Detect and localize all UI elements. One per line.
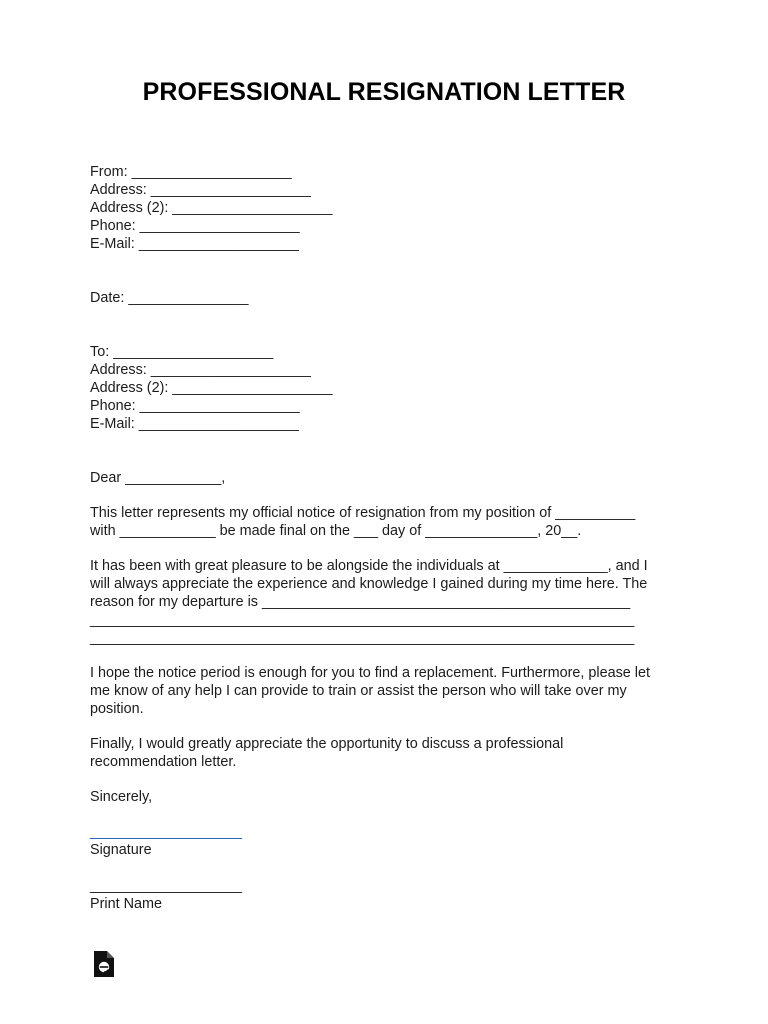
from-email-line: E-Mail: ____________________ <box>90 236 299 252</box>
from-phone-line: Phone: ____________________ <box>90 218 300 234</box>
from-block <box>90 163 690 253</box>
from-address-line: Address: ____________________ <box>90 182 311 198</box>
greeting-line: Dear ____________, <box>90 470 226 486</box>
paragraph-line: It has been with great pleasure to be alongside the individuals at _____________, and I <box>90 558 648 574</box>
paragraph-line: recommendation letter. <box>90 754 237 770</box>
to-address2-line: Address (2): ____________________ <box>90 380 333 396</box>
from-line: From: ____________________ <box>90 164 292 180</box>
print-name-field[interactable]: ___________________ <box>90 878 243 894</box>
signature-field[interactable]: ___________________ <box>90 824 243 840</box>
eforms-logo-icon <box>93 950 115 978</box>
from-address2-line: Address (2): ____________________ <box>90 200 333 216</box>
blank-line: ____________________________________________________________________ <box>90 612 635 628</box>
paragraph-line: Finally, I would greatly appreciate the opportunity to discuss a professional <box>90 736 564 752</box>
print-name-label: Print Name <box>90 896 162 912</box>
paragraph-line: This letter represents my official notice of resignation from my position of __________ <box>90 505 636 521</box>
paragraph-notice-period <box>90 664 690 718</box>
paragraph-line: reason for my departure is ______________________________________________ <box>90 594 631 610</box>
paragraph-recommendation <box>90 735 690 771</box>
letter-body <box>90 163 690 913</box>
document-title: PROFESSIONAL RESIGNATION LETTER <box>142 78 626 106</box>
closing-line: Sincerely, <box>90 789 153 805</box>
signature-label: Signature <box>90 842 152 858</box>
paragraph-line: with ____________ be made final on the ___ day of ______________, 20__. <box>90 523 582 539</box>
to-email-line: E-Mail: ____________________ <box>90 416 299 432</box>
to-address-line: Address: ____________________ <box>90 362 311 378</box>
date-line: Date: _______________ <box>90 290 249 306</box>
paragraph-line: I hope the notice period is enough for you to find a replacement. Furthermore, please let <box>90 665 650 681</box>
paragraph-line: will always appreciate the experience and knowledge I gained during my time here. The <box>90 576 648 592</box>
to-block <box>90 343 690 433</box>
paragraph-pleasure <box>90 557 690 647</box>
paragraph-line: position. <box>90 701 144 717</box>
paragraph-line: me know of any help I can provide to train or assist the person who will take over my <box>90 683 627 699</box>
blank-line: ____________________________________________________________________ <box>90 630 635 646</box>
paragraph-notice <box>90 504 690 540</box>
to-line: To: ____________________ <box>90 344 274 360</box>
to-phone-line: Phone: ____________________ <box>90 398 300 414</box>
